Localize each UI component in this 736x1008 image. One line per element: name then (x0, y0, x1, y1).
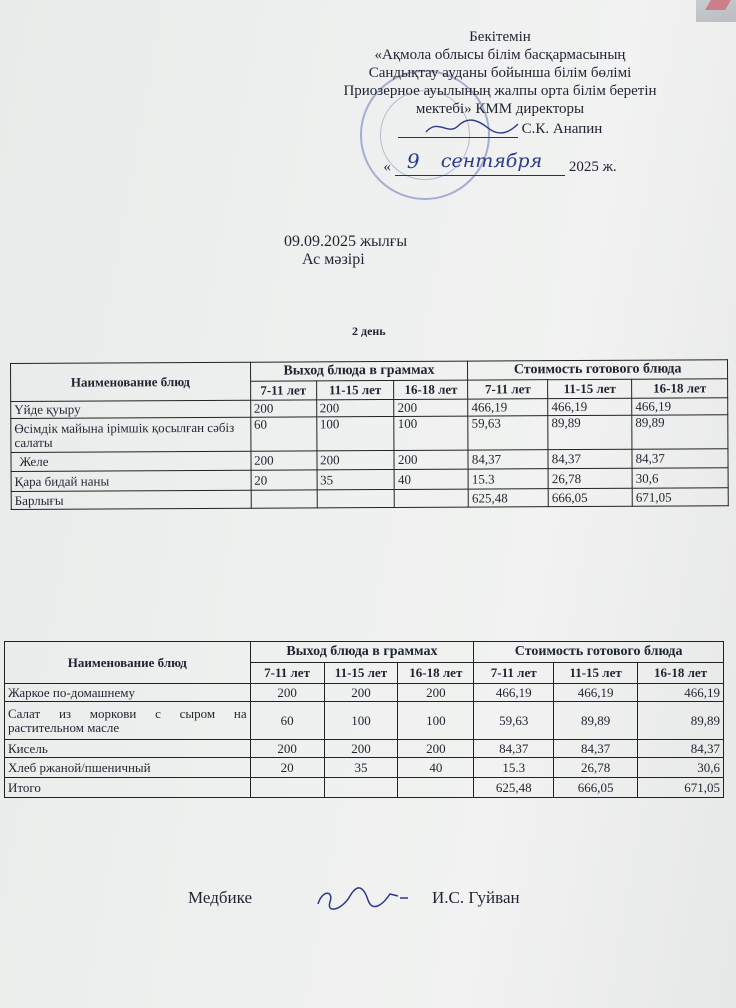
dish-name: Салат из моркови с сыром на растительном масле (5, 702, 251, 740)
cell-value: 100 (394, 416, 468, 450)
col-header-output: Выход блюда в граммах (250, 361, 468, 381)
age-header: 11-15 лет (316, 380, 394, 399)
age-header: 11-15 лет (324, 663, 398, 684)
cell-value: 30,6 (638, 758, 724, 778)
cell-value: 466,19 (474, 684, 554, 702)
col-header-cost: Стоимость готового блюда (474, 642, 724, 663)
approval-line-3: Сандықтау ауданы бойынша білім бөлімі (368, 65, 632, 81)
approval-line-5: мектебі» КММ директоры (415, 101, 585, 117)
cell-value: 671,05 (638, 778, 724, 798)
cell-value: 84,37 (468, 450, 548, 469)
cell-value: 666,05 (554, 778, 638, 798)
table-row (5, 684, 724, 702)
approval-line-2: «Ақмола облысы білім басқармасының (374, 47, 626, 63)
cell-value: 15.3 (474, 758, 554, 778)
cell-value: 40 (394, 469, 468, 489)
cell-value: 625,48 (468, 489, 548, 507)
cell-value: 89,89 (548, 415, 632, 449)
date-blank (395, 149, 565, 176)
cell-value: 26,78 (548, 468, 632, 488)
menu-title: Ас мәзірі (302, 251, 365, 268)
cell-value: 100 (398, 702, 474, 740)
dish-name: Желе (11, 451, 251, 471)
cell-value (317, 489, 395, 507)
age-header: 7-11 лет (468, 380, 548, 399)
cell-value: 15.3 (468, 469, 548, 489)
cell-value: 84,37 (554, 740, 638, 758)
age-header: 7-11 лет (474, 663, 554, 684)
approval-date-line (300, 149, 700, 176)
table-row (5, 702, 724, 740)
table-row-total (5, 778, 724, 798)
cell-value: 89,89 (632, 415, 728, 450)
dish-name: Кисель (5, 740, 251, 758)
cell-value: 200 (398, 684, 474, 702)
cell-value: 466,19 (632, 398, 728, 416)
cell-value: 89,89 (638, 702, 724, 740)
dish-name: Жаркое по-домашнему (5, 684, 251, 702)
dish-name: Үйде қуыру (11, 400, 251, 418)
menu-table-ru (4, 641, 724, 798)
cell-value: 40 (398, 758, 474, 778)
age-header: 16-18 лет (394, 380, 468, 399)
menu-table-kz (10, 359, 729, 510)
day-label: 2 день (352, 324, 386, 338)
dish-name: Қара бидай наны (11, 470, 251, 491)
cell-value: 200 (316, 399, 394, 416)
cell-value: 100 (324, 702, 398, 740)
cell-value (250, 778, 324, 798)
cell-value: 466,19 (554, 684, 638, 702)
cell-value (324, 778, 398, 798)
cell-value: 89,89 (554, 702, 638, 740)
date-year: 2025 ж. (568, 159, 617, 175)
cell-value: 466,19 (638, 684, 724, 702)
col-header-name: Наименование блюд (5, 642, 251, 684)
date-quote: « (383, 159, 391, 175)
cell-value: 26,78 (554, 758, 638, 778)
cell-value (251, 490, 317, 508)
cell-value: 200 (398, 740, 474, 758)
approval-block (300, 28, 700, 176)
cell-value: 20 (251, 470, 317, 490)
cell-value: 60 (250, 417, 316, 451)
cell-value: 35 (324, 758, 398, 778)
cell-value: 200 (394, 450, 468, 469)
cell-value: 200 (250, 400, 316, 417)
col-header-output: Выход блюда в граммах (250, 642, 474, 663)
cell-value: 200 (250, 740, 324, 758)
director-signature-line (300, 120, 700, 138)
cell-value: 59,63 (474, 702, 554, 740)
table-row (5, 740, 724, 758)
cell-value: 666,05 (548, 488, 632, 506)
col-header-cost: Стоимость готового блюда (468, 360, 728, 380)
cell-value: 100 (316, 416, 394, 450)
cell-value: 200 (324, 740, 398, 758)
approval-line-4: Приозерное ауылының жалпы орта білім беретін (343, 83, 657, 99)
dish-name: Өсімдік майына ірімшік қосылған сәбіз салаты (11, 417, 251, 452)
cell-value: 20 (250, 758, 324, 778)
date-day-handwritten: 9 (406, 149, 420, 173)
cell-value: 35 (317, 469, 395, 489)
age-header: 16-18 лет (638, 663, 724, 684)
footer-name: И.С. Гуйван (432, 888, 520, 907)
col-header-name: Наименование блюд (11, 362, 251, 401)
cell-value: 625,48 (474, 778, 554, 798)
table-row-total (11, 488, 728, 510)
cell-value: 200 (394, 399, 468, 416)
age-header: 16-18 лет (632, 379, 728, 399)
cell-value (398, 778, 474, 798)
signature-blank (398, 124, 518, 138)
table-row (11, 415, 728, 453)
approval-heading: Бекітемін (469, 29, 531, 45)
nurse-signature (312, 884, 412, 914)
cell-value: 466,19 (468, 399, 548, 416)
cell-value: 84,37 (632, 449, 728, 469)
total-label: Барлығы (11, 490, 251, 509)
cell-value: 200 (324, 684, 398, 702)
cell-value: 466,19 (548, 398, 632, 415)
total-label: Итого (5, 778, 251, 798)
cell-value: 200 (250, 684, 324, 702)
dish-name: Хлеб ржаной/пшеничный (5, 758, 251, 778)
table-row (5, 758, 724, 778)
director-name: С.К. Анапин (521, 121, 603, 137)
cell-value: 200 (251, 451, 317, 470)
cell-value: 84,37 (474, 740, 554, 758)
age-header: 16-18 лет (398, 663, 474, 684)
cell-value (395, 489, 469, 507)
age-header: 7-11 лет (250, 663, 324, 684)
menu-date: 09.09.2025 жылғы (284, 233, 408, 250)
date-month-handwritten: сентября (440, 150, 543, 172)
age-header: 11-15 лет (554, 663, 638, 684)
age-header: 7-11 лет (250, 381, 316, 400)
cell-value: 60 (250, 702, 324, 740)
cell-value: 84,37 (548, 449, 632, 468)
age-header: 11-15 лет (548, 379, 632, 398)
cell-value: 59,63 (468, 416, 548, 450)
cell-value: 671,05 (632, 488, 728, 507)
footer-role: Медбике (188, 888, 252, 907)
director-signature (418, 116, 538, 138)
cell-value: 30,6 (632, 468, 728, 489)
cell-value: 84,37 (638, 740, 724, 758)
cell-value: 200 (316, 450, 394, 469)
